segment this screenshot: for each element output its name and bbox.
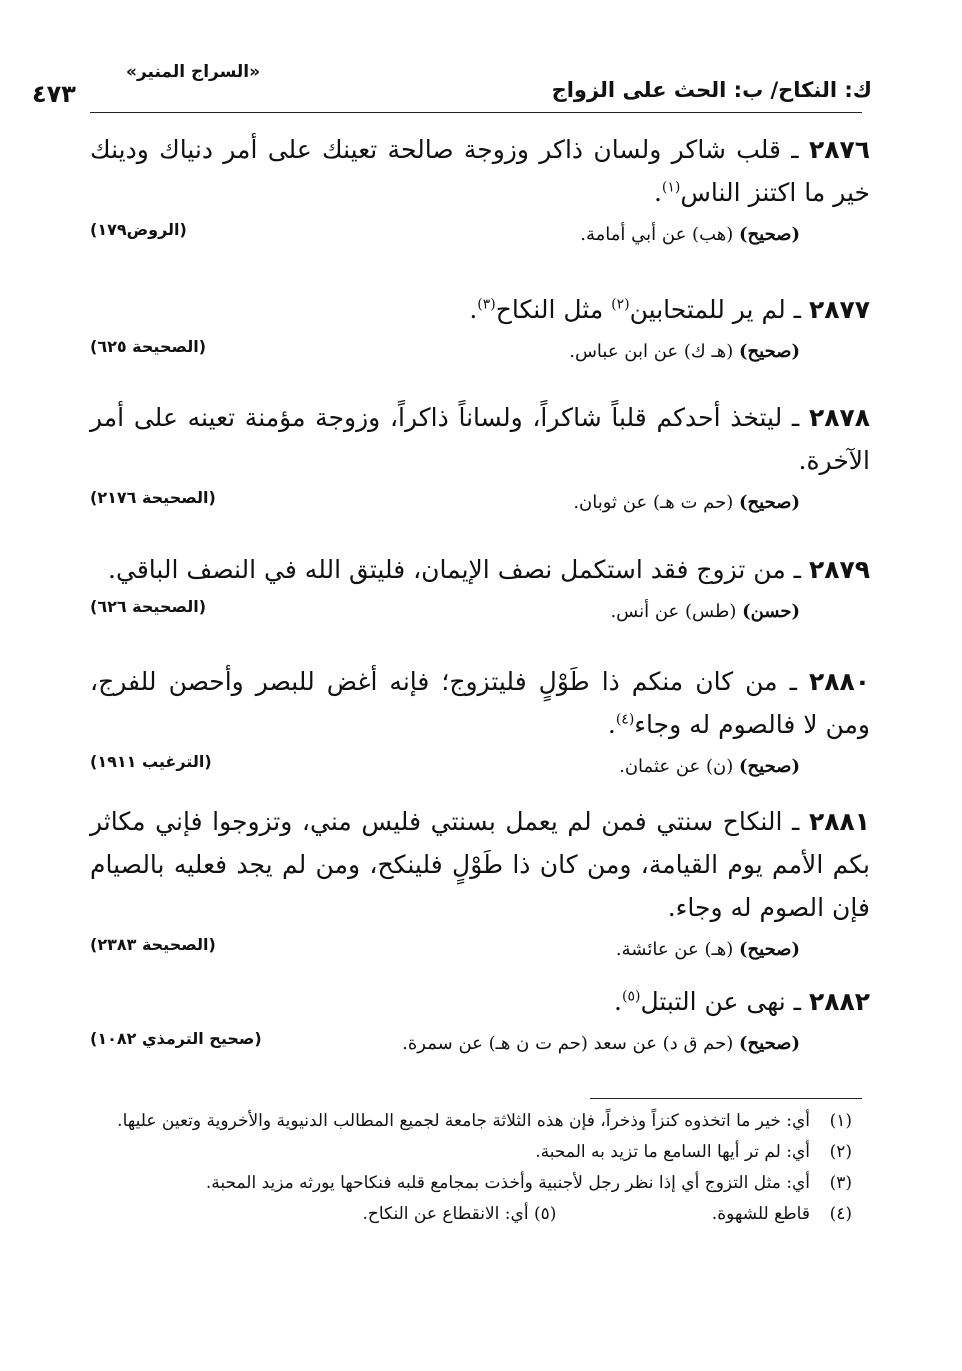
hadith-reference: (الروض١٧٩) <box>90 220 187 239</box>
hadith-number: ٢٨٧٧ <box>808 295 870 324</box>
hadith-source: (هـ ك) عن ابن عباس. <box>569 341 734 362</box>
footnote <box>82 1137 852 1168</box>
hadith-end: . <box>469 295 478 324</box>
hadith-entry: ٢٨٧٨ ـ ليتخذ أحدكم قلباً شاكراً، ولساناً ذاكراً، وزوجة مؤمنة تعينه على أمر الآخرة. (صحيح) (حم ت هـ) عن ثوبان. (الصحيحة ٢١٧٦) <box>90 396 870 520</box>
hadith-text: لم ير للمتحابين <box>629 295 786 324</box>
footnote-marker[interactable]: (١) <box>661 179 681 196</box>
hadith-entry: ٢٨٨٠ ـ من كان منكم ذا طَوْلٍ فليتزوج؛ فإنه أغض للبصر وأحصن للفرج، ومن لا فالصوم له وجاء$^{(٤)}$. (صحيح) (ن) عن عثمان. (الترغيب ١٩١١) <box>90 660 870 784</box>
hadith-end: . <box>607 710 616 739</box>
hadith-source: (طس) عن أنس. <box>610 601 737 622</box>
hadith-text: النكاح سنتي فمن لم يعمل بسنتي فليس مني، وتزوجوا فإني مكاثر بكم الأمم يوم القيامة، ومن كان ذا طَوْلٍ فلينكح، ومن لم يجد فعليه بالصيام فإن الصوم له وجاء. <box>90 807 870 922</box>
footnote-text: قاطع للشهوة. <box>711 1204 810 1224</box>
hadith-meta <box>90 935 870 967</box>
hadith-grade: (صحيح) <box>739 341 800 362</box>
hadith-meta <box>90 488 870 520</box>
hadith-number: ٢٨٨٢ <box>808 987 870 1016</box>
hadith-number: ٢٨٧٨ <box>808 403 871 432</box>
book-title: «السراج المنير» <box>126 62 261 82</box>
footnote-number: (٤) <box>829 1204 852 1224</box>
hadith-number: ٢٨٧٩ <box>808 555 870 584</box>
footnote-text: أي: لم تر أيها السامع ما تزيد به المحبة. <box>535 1142 810 1162</box>
hadith-reference: (صحيح الترمذي ١٠٨٢) <box>90 1029 262 1048</box>
hadith-text: مثل النكاح <box>495 295 604 324</box>
footnote-marker[interactable]: (٢) <box>611 296 630 313</box>
hadith-grade: (صحيح) <box>739 756 800 777</box>
footnote-number: (٢) <box>829 1142 852 1162</box>
hadith-grade: (صحيح) <box>739 224 800 245</box>
footnote-marker[interactable]: (٤) <box>615 711 635 728</box>
hadith-reference: (الصحيحة ٢٣٨٣) <box>90 935 216 954</box>
hadith-number: ٢٨٧٦ <box>808 135 870 164</box>
hadith-reference: (الصحيحة ٢١٧٦) <box>90 488 216 507</box>
hadith-entry: ٢٨٨٢ ـ نهى عن التبتل$^{(٥)}$. (صحيح) (حم ق د) عن سعد (حم ت ن هـ) عن سمرة. (صحيح الترمذي ١٠٨٢) <box>90 980 870 1061</box>
hadith-reference: (الترغيب ١٩١١) <box>90 752 212 771</box>
hadith-reference: (الصحيحة ٦٢٥) <box>90 337 207 356</box>
footnote-marker[interactable]: (٥) <box>621 988 641 1005</box>
hadith-text: من تزوج فقد استكمل نصف الإيمان، فليتق الله في النصف الباقي. <box>108 555 786 584</box>
footnote <box>82 1168 852 1199</box>
hadith-entry: ٢٨٧٦ ـ قلب شاكر ولسان ذاكر وزوجة صالحة تعينك على أمر دنياك ودينك خير ما اكتنز الناس$^{(١)}$. (صحيح) (هب) عن أبي أمامة. (الروض١٧٩) <box>90 128 870 252</box>
hadith-text: ليتخذ أحدكم قلباً شاكراً، ولساناً ذاكراً، وزوجة مؤمنة تعينه على أمر الآخرة. <box>90 403 870 475</box>
page-header <box>32 62 872 110</box>
page-number: ٤٧٣ <box>32 80 76 108</box>
hadith-number: ٢٨٨١ <box>808 807 871 836</box>
hadith-meta <box>90 597 870 629</box>
footnote-number: (٣) <box>829 1173 852 1193</box>
hadith-number: ٢٨٨٠ <box>808 667 871 696</box>
hadith-grade: (حسن) <box>742 601 800 622</box>
footnote-marker[interactable]: (٣) <box>477 296 496 313</box>
hadith-source: (هـ) عن عائشة. <box>615 939 734 960</box>
hadith-end: . <box>653 178 662 207</box>
hadith-entry: ٢٨٧٩ ـ من تزوج فقد استكمل نصف الإيمان، فليتق الله في النصف الباقي. (حسن) (طس) عن أنس. (الصحيحة ٦٢٦) <box>90 548 870 629</box>
hadith-entry: ٢٨٧٧ ـ لم ير للمتحابين$^{(٢)}$ مثل النكاح$^{(٣)}$. (صحيح) (هـ ك) عن ابن عباس. (الصحيحة ٦٢٥) <box>90 288 870 369</box>
hadith-entry: ٢٨٨١ ـ النكاح سنتي فمن لم يعمل بسنتي فليس مني، وتزوجوا فإني مكاثر بكم الأمم يوم القيامة، ومن كان ذا طَوْلٍ فلينكح، ومن لم يجد فعليه بالصيام فإن الصوم له وجاء. (صحيح) (هـ) عن عائشة. (الصحيحة ٢٣٨٣) <box>90 800 870 967</box>
footnotes <box>82 1106 852 1230</box>
hadith-source: (حم ق د) عن سعد (حم ت ن هـ) عن سمرة. <box>402 1033 734 1054</box>
footnote-divider <box>590 1098 862 1099</box>
hadith-grade: (صحيح) <box>739 1033 800 1054</box>
footnote-text: أي: مثل التزوج أي إذا نظر رجل لأجنبية وأخذت بمجامع قلبه فنكاحها يورثه مزيد المحبة. <box>205 1173 810 1193</box>
hadith-text: قلب شاكر ولسان ذاكر وزوجة صالحة تعينك على أمر دنياك ودينك خير ما اكتنز الناس <box>90 135 870 207</box>
footnote <box>82 1199 852 1230</box>
chapter-title: ك: النكاح/ ب: الحث على الزواج <box>551 78 872 102</box>
hadith-source: (حم ت هـ) عن ثوبان. <box>573 492 734 513</box>
hadith-end: . <box>614 987 622 1016</box>
header-divider <box>90 112 862 113</box>
footnote <box>82 1106 852 1137</box>
hadith-meta <box>90 220 870 252</box>
hadith-text: نهى عن التبتل <box>640 987 786 1016</box>
footnote-number: (١) <box>829 1111 852 1131</box>
footnote-text: أي: خير ما اتخذوه كنزاً وذخراً، فإن هذه الثلاثة جامعة لجميع المطالب الدنيوية والأخروية وتعين عليها. <box>117 1111 810 1131</box>
hadith-meta <box>90 752 870 784</box>
hadith-grade: (صحيح) <box>739 939 800 960</box>
hadith-source: (ن) عن عثمان. <box>619 756 734 777</box>
hadith-text: من كان منكم ذا طَوْلٍ فليتزوج؛ فإنه أغض للبصر وأحصن للفرج، ومن لا فالصوم له وجاء <box>90 667 870 739</box>
footnote-number: (٥) <box>533 1204 557 1224</box>
hadith-reference: (الصحيحة ٦٢٦) <box>90 597 207 616</box>
hadith-source: (هب) عن أبي أمامة. <box>580 224 734 245</box>
footnote-text: أي: الانقطاع عن النكاح. <box>362 1204 529 1224</box>
hadith-meta <box>90 337 870 369</box>
hadith-meta <box>90 1029 870 1061</box>
hadith-grade: (صحيح) <box>739 492 800 513</box>
